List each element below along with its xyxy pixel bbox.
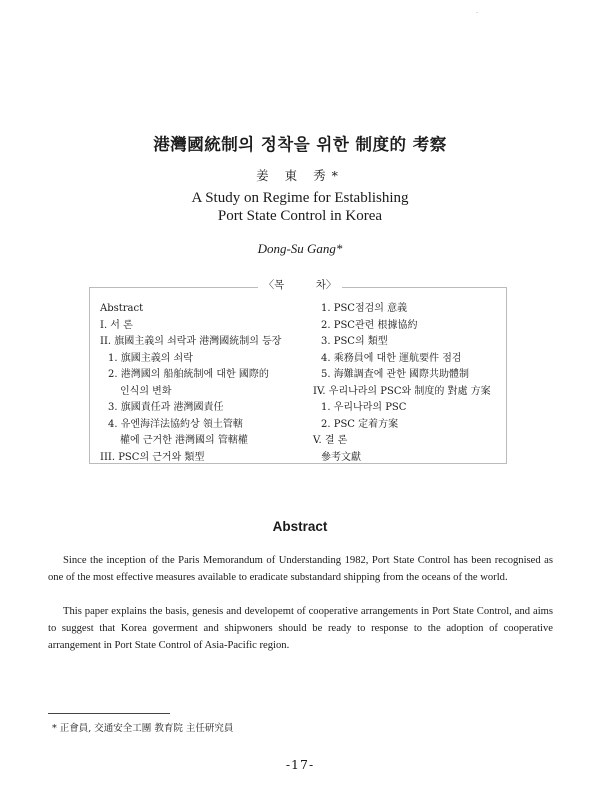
abstract-paragraph-2 <box>48 603 553 654</box>
toc-item: III. PSC의 근거와 類型 <box>100 451 205 463</box>
abstract-paragraph-1-text: Since the inception of the Paris Memorandum of Understanding 1982, Port State Control has been recognised as one of the most effective measures available to eradicate substandard shipping from the oceans of the world. <box>48 555 553 583</box>
toc-item: 參考文獻 <box>321 451 361 463</box>
toc-item: 2. 港灣國의 船舶統制에 대한 國際的 <box>108 369 269 380</box>
toc-right-column <box>313 301 491 466</box>
toc-item: 2. PSC관련 根據協約 <box>321 319 418 331</box>
english-title-line-1: A Study on Regime for Establishing <box>191 190 409 206</box>
abstract-paragraph-1 <box>48 552 553 586</box>
toc-item: 1. 우리나라의 PSC <box>321 402 407 413</box>
toc-item: II. 旗國主義의 쇠락과 港灣國統制의 등장 <box>100 336 282 347</box>
toc-item: 3. 旗國責任과 港灣國責任 <box>108 402 224 413</box>
toc-item: 4. 乘務員에 대한 運航要件 점검 <box>321 352 462 364</box>
english-author: Dong-Su Gang* <box>257 241 343 256</box>
toc-item: 3. PSC의 類型 <box>321 336 388 347</box>
toc-item: 인식의 변화 <box>120 385 172 397</box>
toc-item: I. 서 론 <box>100 319 133 331</box>
toc-item: Abstract <box>100 303 144 314</box>
toc-heading <box>0 277 600 292</box>
korean-author: 姜 東 秀* <box>256 168 344 183</box>
english-title-line-2: Port State Control in Korea <box>217 208 383 224</box>
toc-item: 4. 유엔海洋法協約상 領土管轄 <box>108 418 243 430</box>
footnote-divider <box>48 713 170 714</box>
abstract-paragraph-2-text: This paper explains the basis, genesis and developemt of cooperative arrangements in Port State Control, and aims to suggest that Korea goverment and shipwoners should be ready to response to the adoption of cooperative arrangement in Port State Control of Asia-Pacific region. <box>48 606 553 651</box>
toc-item: 1. PSC점검의 意義 <box>321 303 408 314</box>
toc-left-column <box>100 301 281 466</box>
corner-speck: · <box>476 10 478 17</box>
page-number: -17- <box>285 757 315 772</box>
korean-title: 港灣國統制의 정착을 위한 制度的 考察 <box>153 135 447 154</box>
toc-heading-text: 〈목 차〉 <box>258 279 343 291</box>
toc-item: 1. 旗國主義의 쇠락 <box>108 352 193 364</box>
toc-item: 權에 근거한 港灣國의 管轄權 <box>120 435 248 446</box>
abstract-heading: Abstract <box>272 519 328 534</box>
toc-item: 2. PSC 定着方案 <box>321 418 399 430</box>
toc-item: 5. 海難調査에 관한 國際共助體制 <box>321 369 470 380</box>
footnote: * 正會員, 交通安全工團 教育院 主任研究員 <box>52 723 234 734</box>
toc-item: IV. 우리나라의 PSC와 制度的 對處 方案 <box>313 385 491 397</box>
toc-item: V. 결 론 <box>313 435 348 446</box>
